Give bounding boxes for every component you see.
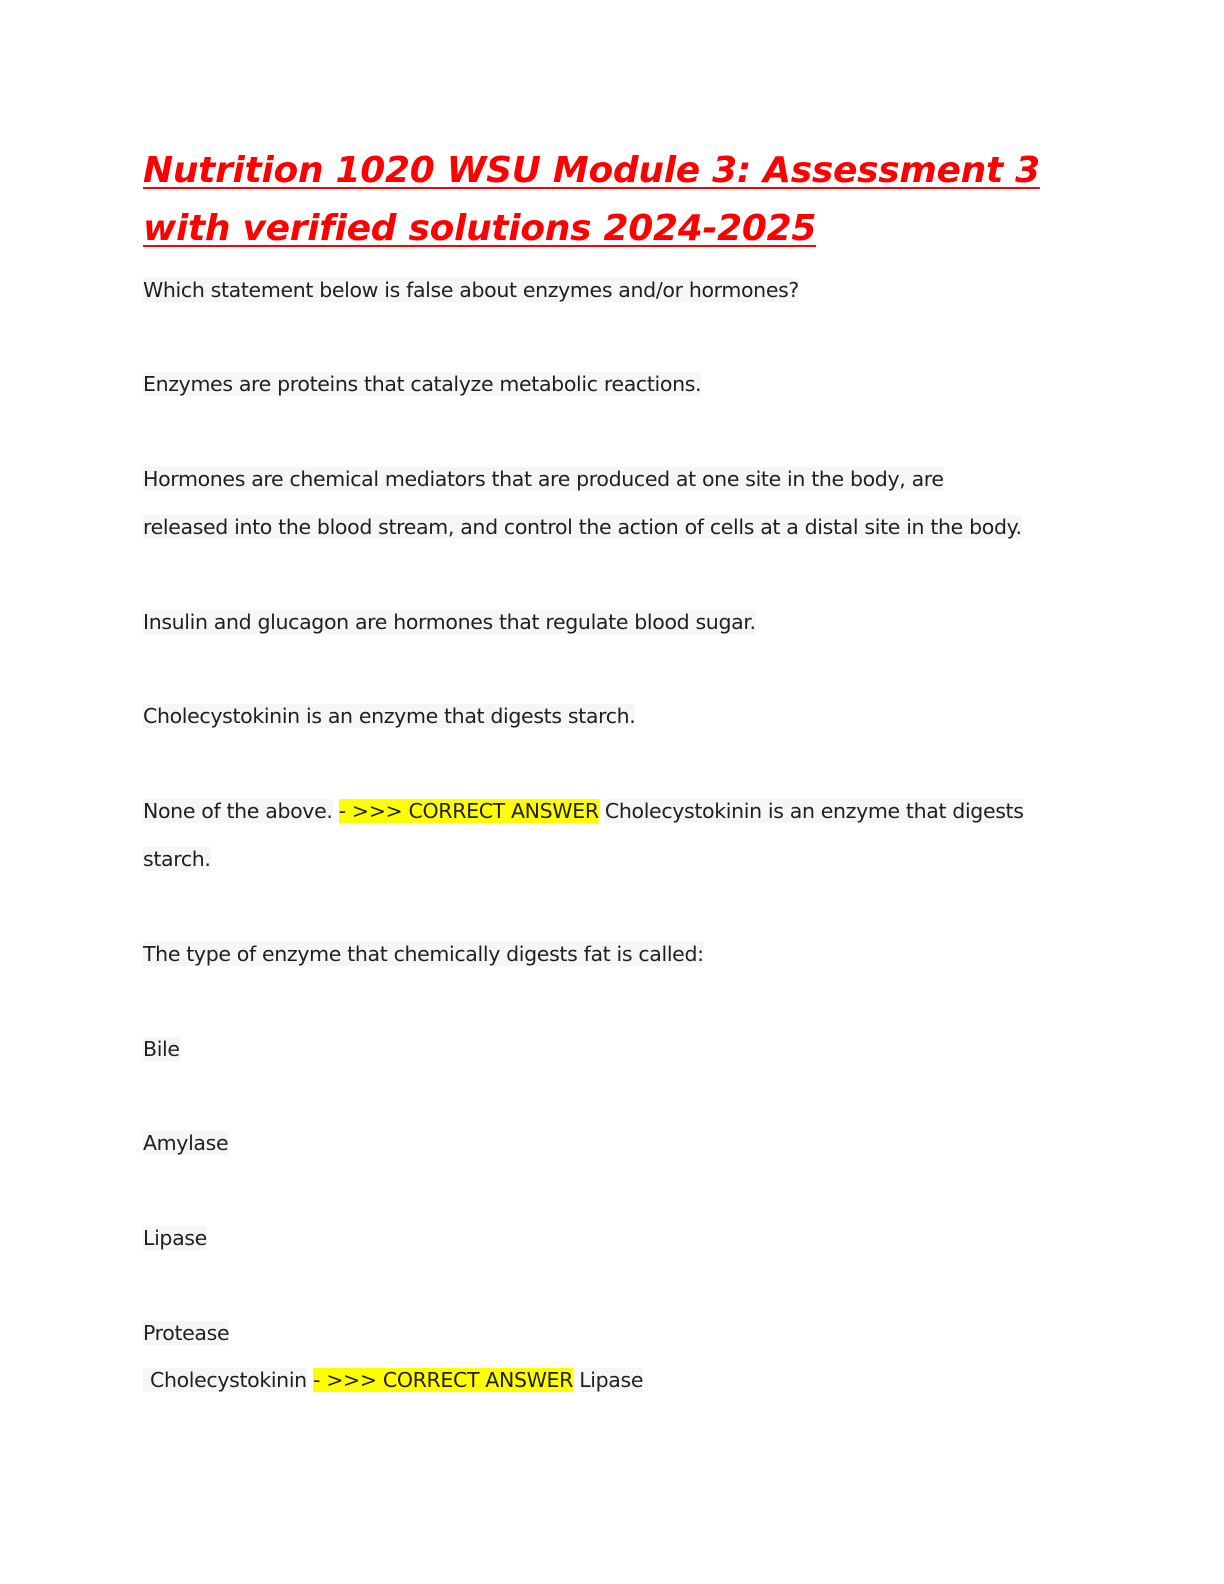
q2-option-2 <box>143 1128 228 1158</box>
q1-answer-text-1: Cholecystokinin is an enzyme that digests <box>604 799 1024 823</box>
question-1 <box>143 275 799 305</box>
q2-option-1-text: Bile <box>143 1037 180 1061</box>
q1-option-1 <box>143 369 701 399</box>
q1-option-3 <box>143 607 756 637</box>
document-title: Nutrition 1020 WSU Module 3: Assessment 3 with verified solutions 2024-2025 <box>143 150 1040 249</box>
q1-option-2-text-1: Hormones are chemical mediators that are produced at one site in the body, are <box>143 467 944 491</box>
q2-option-4-text: Protease <box>143 1321 230 1345</box>
q1-option-2-line-1 <box>143 464 944 494</box>
q2-option-5-text: Cholecystokinin <box>143 1368 307 1392</box>
q1-correct-answer-marker: - >>> CORRECT ANSWER <box>338 799 599 823</box>
q1-option-3-text: Insulin and glucagon are hormones that regulate blood sugar. <box>143 610 756 634</box>
q1-option-2-text-2: released into the blood stream, and control the action of cells at a distal site in the body. <box>143 515 1022 539</box>
q2-option-4 <box>143 1318 229 1348</box>
q2-option-1 <box>143 1034 180 1064</box>
q2-option-5-with-answer <box>143 1365 643 1395</box>
question-2-text: The type of enzyme that chemically digests fat is called: <box>143 942 704 966</box>
q1-answer-continuation <box>143 844 211 874</box>
q2-option-3 <box>143 1223 207 1253</box>
q1-option-5-text: None of the above. <box>143 799 333 823</box>
q2-correct-answer-marker: - >>> CORRECT ANSWER <box>313 1368 574 1392</box>
q2-option-2-text: Amylase <box>143 1131 229 1155</box>
question-2 <box>143 939 704 969</box>
q2-answer-text: Lipase <box>579 1368 644 1392</box>
q1-option-1-text: Enzymes are proteins that catalyze metabolic reactions. <box>143 372 702 396</box>
question-1-text: Which statement below is false about enzymes and/or hormones? <box>143 278 799 302</box>
q1-option-4-text: Cholecystokinin is an enzyme that digests starch. <box>143 704 636 728</box>
q2-option-3-text: Lipase <box>143 1226 207 1250</box>
q1-option-4 <box>143 701 635 731</box>
q1-answer-text-2: starch. <box>143 847 211 871</box>
q1-option-5-with-answer <box>143 796 1024 826</box>
q1-option-2-line-2 <box>143 512 1022 542</box>
